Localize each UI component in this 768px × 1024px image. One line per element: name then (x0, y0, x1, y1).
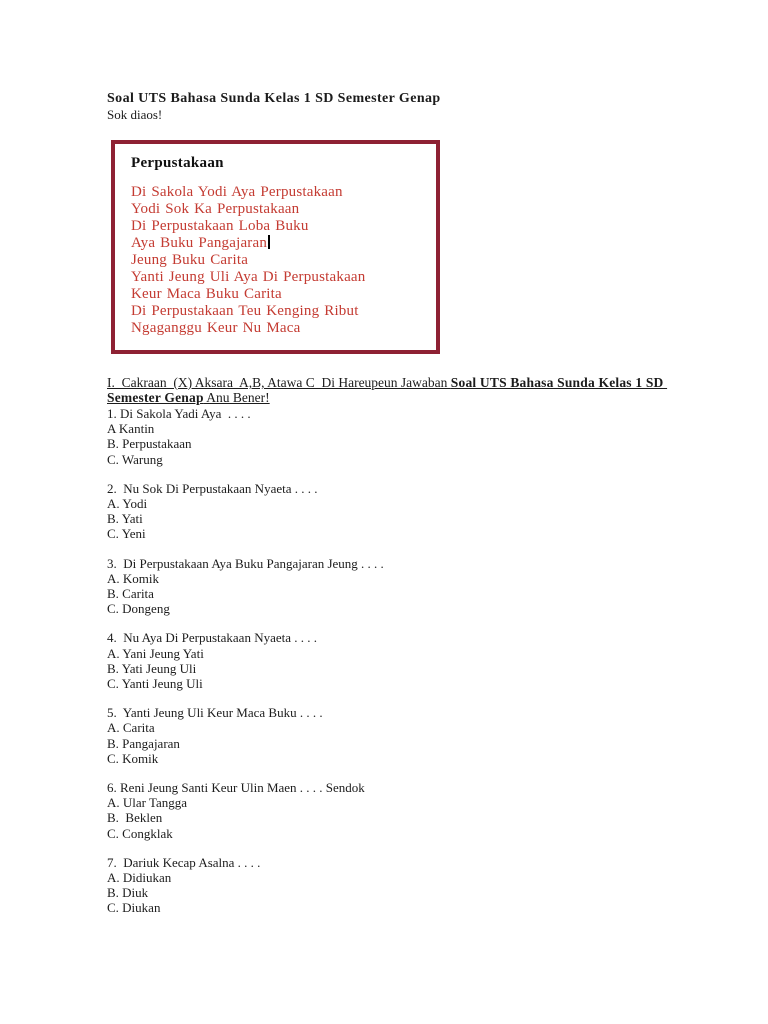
poem-line: Yanti Jeung Uli Aya Di Perpustakaan (131, 269, 366, 285)
question-text: 1. Di Sakola Yadi Aya . . . . (107, 406, 251, 421)
option-a: A. Yodi (107, 496, 148, 512)
option-b: B. Carita (107, 586, 154, 602)
poem-line (131, 235, 424, 252)
poem-line-text: Aya Buku Pangajaran (131, 235, 268, 251)
option-c: C. Warung (107, 451, 163, 467)
instruction-bold-title: Soal UTS Bahasa Sunda Kelas 1 SD Semester Genap (107, 375, 668, 405)
option-c: C. Komik (107, 750, 159, 766)
option-b: B. Diuk (107, 885, 149, 901)
question-block-5 (107, 705, 668, 766)
option-a: A. Yani Jeung Yati (107, 645, 204, 661)
option-a: A Kantin (107, 421, 155, 437)
question-text: 7. Dariuk Kecap Asalna . . . . (107, 854, 261, 870)
option-b: B. Beklen (107, 810, 163, 826)
poem-line: Di Perpustakaan Teu Kenging Ribut (131, 303, 359, 319)
section-instruction (107, 375, 667, 405)
poem-line: Jeung Buku Carita (131, 252, 249, 268)
question-block-7 (107, 855, 668, 916)
question-block-1 (107, 406, 668, 467)
poem-line: Di Perpustakaan Loba Buku (131, 218, 309, 234)
passage-poem (131, 184, 424, 337)
question-text: 5. Yanti Jeung Uli Keur Maca Buku . . . . (107, 705, 323, 721)
question-text: 6. Reni Jeung Santi Keur Ulin Maen . . . . Sendok (107, 780, 365, 796)
option-c: C. Diukan (107, 900, 161, 916)
question-text: 4. Nu Aya Di Perpustakaan Nyaeta . . . . (107, 630, 318, 646)
option-c: C. Yeni (107, 526, 146, 542)
option-b: B. Yati (107, 511, 143, 527)
question-text: 2. Nu Sok Di Perpustakaan Nyaeta . . . . (107, 480, 318, 496)
option-a: A. Ular Tangga (107, 795, 188, 811)
option-b: B. Perpustakaan (107, 436, 192, 452)
option-a: A. Komik (107, 570, 159, 586)
page-title: Soal UTS Bahasa Sunda Kelas 1 SD Semester Genap (107, 91, 441, 106)
text-cursor (268, 235, 270, 249)
option-a: A. Carita (107, 720, 155, 736)
instruction-prefix: I. Cakraan (X) Aksara A,B, Atawa C Di Hareupeun Jawaban (107, 375, 451, 390)
option-b: B. Pangajaran (107, 735, 180, 751)
option-c: C. Yanti Jeung Uli (107, 676, 203, 692)
passage-title: Perpustakaan (131, 155, 224, 171)
option-a: A. Didiukan (107, 870, 172, 886)
poem-line: Ngaganggu Keur Nu Maca (131, 320, 301, 336)
poem-line: Yodi Sok Ka Perpustakaan (131, 201, 300, 217)
instruction-suffix: Anu Bener! (203, 390, 270, 405)
poem-line: Keur Maca Buku Carita (131, 286, 282, 302)
page-subtitle: Sok diaos! (107, 107, 163, 122)
poem-line: Di Sakola Yodi Aya Perpustakaan (131, 184, 343, 200)
question-block-3 (107, 556, 668, 617)
question-block-2 (107, 481, 668, 542)
reading-passage-box (111, 140, 440, 354)
option-c: C. Congklak (107, 825, 173, 841)
option-b: B. Yati Jeung Uli (107, 660, 197, 676)
question-block-4 (107, 630, 668, 691)
option-c: C. Dongeng (107, 601, 170, 617)
question-text: 3. Di Perpustakaan Aya Buku Pangajaran Jeung . . . . (107, 555, 384, 571)
question-block-6 (107, 780, 668, 841)
